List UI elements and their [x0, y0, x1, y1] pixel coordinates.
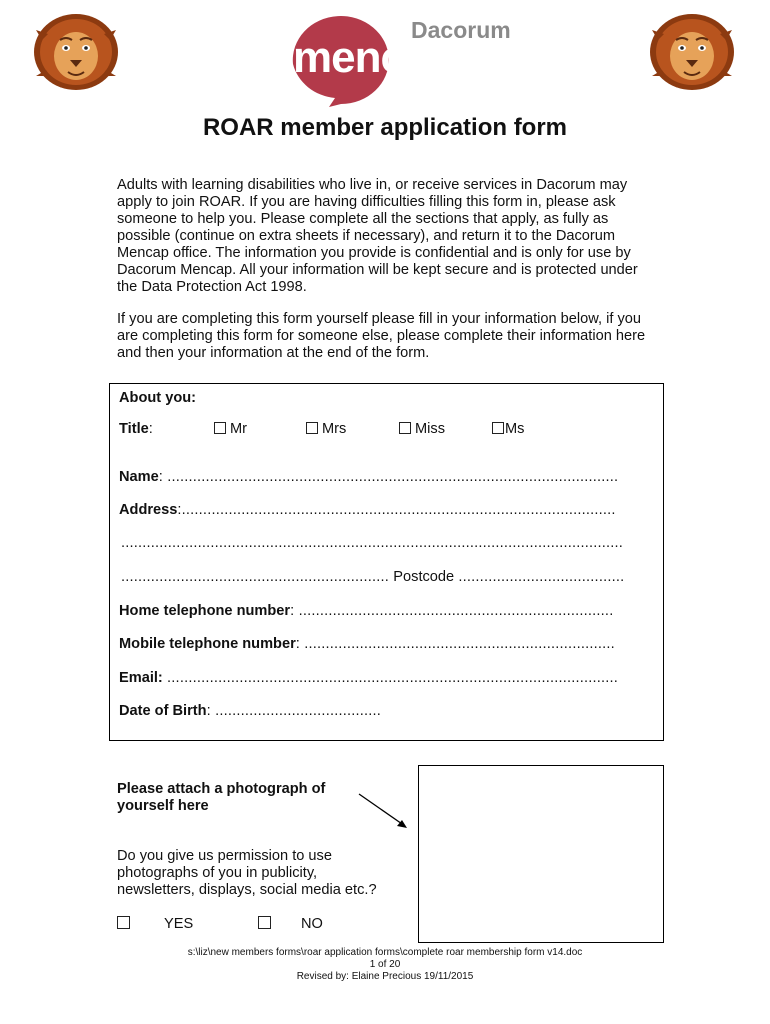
address-dots[interactable]: :...................................................................................................... — [177, 502, 616, 518]
address-line-2[interactable]: ...................................................................................................................... — [121, 535, 624, 551]
intro-paragraph: Adults with learning disabilities who live in, or receive services in Dacorum may apply to join ROAR. If you are having difficulties filling this form in, please ask someone to help you. Please complete all the sections that apply, as fully as possible (continue on extra sheets if necessary), and return it to the Dacorum Mencap office. The information you provide is confidential and is only for use by Dacorum Mencap. All your information will be kept secure and is protected under the Data Protection Act 1998. — [117, 177, 638, 295]
photo-attach-box[interactable] — [418, 765, 664, 943]
email-field[interactable] — [119, 669, 618, 687]
checkbox-icon[interactable] — [306, 422, 318, 434]
address-label: Address — [119, 502, 178, 518]
checkbox-icon[interactable] — [117, 916, 130, 929]
title-option-ms[interactable] — [492, 420, 524, 438]
option-label: Miss — [415, 421, 445, 437]
attach-photo-text: Please attach a photograph of yourself here — [117, 781, 326, 814]
dob-dots[interactable]: : ....................................... — [206, 703, 382, 719]
arrow-right-icon — [355, 790, 415, 835]
instructions-paragraph: If you are completing this form yourself please fill in your information below, if you are completing this form for someone else, please complete their information here and then your information at the end of the form. — [117, 311, 646, 361]
option-label: Ms — [505, 421, 525, 437]
title-colon: : — [148, 421, 153, 437]
email-label: Email: — [119, 670, 163, 686]
postcode-dots[interactable]: ....................................... — [454, 569, 625, 585]
permission-yes-option[interactable] — [117, 915, 193, 933]
checkbox-icon[interactable] — [399, 422, 411, 434]
title-option-miss[interactable] — [399, 420, 445, 438]
no-label: NO — [301, 916, 323, 932]
mobile-phone-dots[interactable]: : ......................................................................... — [295, 636, 615, 652]
page-title: ROAR member application form — [202, 114, 568, 141]
name-field[interactable] — [119, 468, 618, 486]
permission-question: Do you give us permission to use photographs of you in publicity, newsletters, displays, social media etc.? — [117, 848, 377, 898]
home-phone-field[interactable] — [119, 602, 613, 620]
mobile-phone-label: Mobile telephone number — [119, 636, 296, 652]
address-field[interactable] — [119, 501, 616, 519]
about-heading: About you: — [119, 390, 197, 406]
checkbox-icon[interactable] — [492, 422, 504, 434]
address-line-3[interactable]: ............................................................... — [121, 569, 394, 585]
yes-label: YES — [164, 916, 194, 932]
footer-page-number: 1 of 20 — [369, 959, 401, 970]
dob-field[interactable] — [119, 702, 381, 720]
checkbox-icon[interactable] — [214, 422, 226, 434]
logo-name-text: mencap — [293, 33, 454, 82]
title-label: Title — [119, 421, 149, 437]
footer-revised: Revised by: Elaine Precious 19/11/2015 — [296, 971, 474, 982]
home-phone-dots[interactable]: : .......................................................................... — [290, 603, 614, 619]
option-label: Mr — [230, 421, 248, 437]
title-option-mrs[interactable] — [306, 420, 346, 438]
address-postcode-line[interactable] — [121, 568, 624, 586]
permission-no-option[interactable] — [258, 915, 323, 933]
footer-file-path: s:\liz\new members forms\roar application forms\complete roar membership form v14.doc — [187, 947, 583, 958]
logo-org-text: Dacorum — [411, 17, 511, 43]
title-field-label — [119, 420, 153, 438]
title-option-mr[interactable] — [214, 420, 247, 438]
mencap-logo — [283, 12, 515, 107]
dob-label: Date of Birth — [119, 703, 207, 719]
home-phone-label: Home telephone number — [119, 603, 291, 619]
option-label: Mrs — [322, 421, 347, 437]
name-label: Name — [119, 469, 159, 485]
checkbox-icon[interactable] — [258, 916, 271, 929]
postcode-label: Postcode — [393, 569, 455, 585]
name-dots[interactable]: : .......................................................................................................... — [158, 469, 619, 485]
about-you-section — [109, 383, 664, 741]
mobile-phone-field[interactable] — [119, 635, 615, 653]
lion-mascot-icon — [648, 10, 736, 92]
lion-mascot-icon — [32, 10, 120, 92]
email-dots[interactable]: .......................................................................................................... — [162, 670, 619, 686]
